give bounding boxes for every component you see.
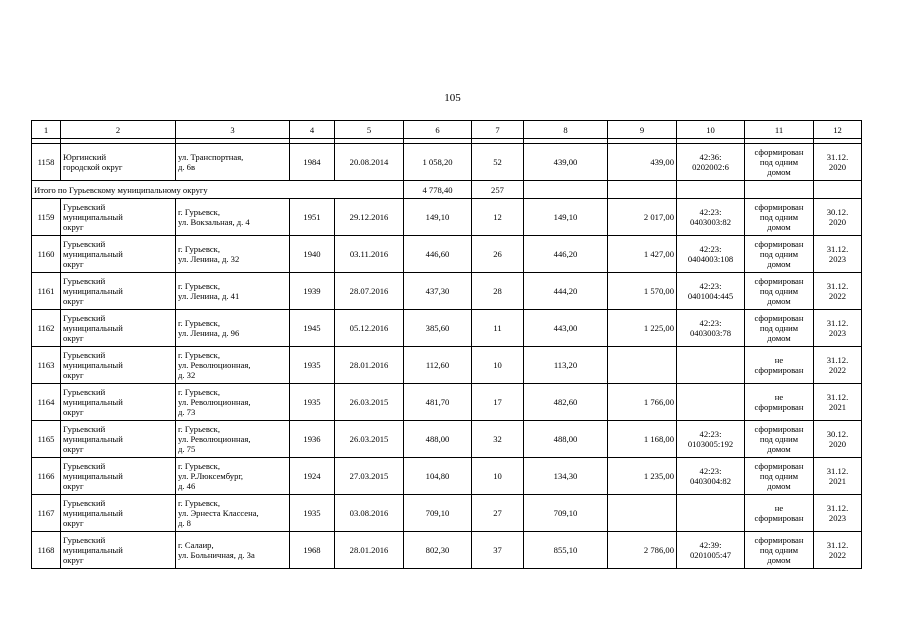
cadastral-cell	[677, 384, 745, 421]
row-number: 1163	[32, 347, 61, 384]
area2-cell: 444,20	[524, 273, 608, 310]
date-cell: 28.07.2016	[335, 273, 404, 310]
table-row	[32, 310, 862, 347]
table-row	[32, 532, 862, 569]
status-cell: не сформирован	[745, 384, 814, 421]
area3-cell	[608, 347, 677, 384]
address-cell: ул. Транспортная, д. 6в	[176, 144, 290, 181]
cadastral-cell	[677, 495, 745, 532]
cadastral-cell: 42:23: 0403003:78	[677, 310, 745, 347]
district-cell: Гурьевский муниципальный округ	[61, 310, 176, 347]
area3-cell	[608, 495, 677, 532]
date-cell: 03.11.2016	[335, 236, 404, 273]
area-cell: 112,60	[404, 347, 472, 384]
area3-cell: 1 225,00	[608, 310, 677, 347]
district-cell: Гурьевский муниципальный округ	[61, 236, 176, 273]
deadline-cell: 31.12. 2023	[814, 495, 862, 532]
area3-cell: 2 017,00	[608, 199, 677, 236]
district-cell: Гурьевский муниципальный округ	[61, 458, 176, 495]
residents-cell: 26	[472, 236, 524, 273]
status-cell: сформирован под одним домом	[745, 273, 814, 310]
residents-cell: 10	[472, 347, 524, 384]
status-cell: сформирован под одним домом	[745, 310, 814, 347]
area3-cell: 439,00	[608, 144, 677, 181]
address-cell: г. Гурьевск, ул. Революционная, д. 75	[176, 421, 290, 458]
area-cell: 709,10	[404, 495, 472, 532]
address-cell: г. Гурьевск, ул. Революционная, д. 32	[176, 347, 290, 384]
page-number: 105	[444, 92, 461, 104]
column-header: 5	[335, 121, 404, 139]
district-cell: Гурьевский муниципальный округ	[61, 384, 176, 421]
row-number: 1167	[32, 495, 61, 532]
area2-cell: 482,60	[524, 384, 608, 421]
date-cell: 03.08.2016	[335, 495, 404, 532]
date-cell: 05.12.2016	[335, 310, 404, 347]
area3-cell: 1 766,00	[608, 384, 677, 421]
date-cell: 27.03.2015	[335, 458, 404, 495]
table-row	[32, 421, 862, 458]
area-cell: 802,30	[404, 532, 472, 569]
date-cell: 29.12.2016	[335, 199, 404, 236]
row-number: 1158	[32, 144, 61, 181]
table-row	[32, 458, 862, 495]
district-cell: Гурьевский муниципальный округ	[61, 273, 176, 310]
area-cell: 481,70	[404, 384, 472, 421]
year-cell: 1940	[290, 236, 335, 273]
table-row	[32, 236, 862, 273]
deadline-cell: 31.12. 2021	[814, 458, 862, 495]
deadline-cell: 31.12. 2022	[814, 273, 862, 310]
address-cell: г. Гурьевск, ул. Революционная, д. 73	[176, 384, 290, 421]
row-number: 1162	[32, 310, 61, 347]
status-cell: сформирован под одним домом	[745, 144, 814, 181]
year-cell: 1924	[290, 458, 335, 495]
year-cell: 1951	[290, 199, 335, 236]
table-row	[32, 144, 862, 181]
year-cell: 1935	[290, 384, 335, 421]
residents-cell: 11	[472, 310, 524, 347]
status-cell: сформирован под одним домом	[745, 532, 814, 569]
area2-cell: 488,00	[524, 421, 608, 458]
deadline-cell: 30.12. 2020	[814, 199, 862, 236]
status-cell: не сформирован	[745, 347, 814, 384]
year-cell: 1939	[290, 273, 335, 310]
deadline-cell: 30.12. 2020	[814, 421, 862, 458]
deadline-cell: 31.12. 2021	[814, 384, 862, 421]
residents-cell: 52	[472, 144, 524, 181]
status-cell: не сформирован	[745, 495, 814, 532]
table-row	[32, 495, 862, 532]
date-cell: 28.01.2016	[335, 347, 404, 384]
area2-cell: 855,10	[524, 532, 608, 569]
table-row	[32, 199, 862, 236]
housing-table	[31, 120, 862, 569]
table-row	[32, 347, 862, 384]
area-cell: 437,30	[404, 273, 472, 310]
district-cell: Гурьевский муниципальный округ	[61, 495, 176, 532]
district-cell: Гурьевский муниципальный округ	[61, 199, 176, 236]
area2-cell: 443,00	[524, 310, 608, 347]
deadline-cell: 31.12. 2023	[814, 236, 862, 273]
area-cell: 446,60	[404, 236, 472, 273]
date-cell: 26.03.2015	[335, 421, 404, 458]
date-cell: 26.03.2015	[335, 384, 404, 421]
status-cell: сформирован под одним домом	[745, 199, 814, 236]
year-cell: 1936	[290, 421, 335, 458]
status-cell: сформирован под одним домом	[745, 421, 814, 458]
row-number: 1160	[32, 236, 61, 273]
row-number: 1159	[32, 199, 61, 236]
cadastral-cell: 42:39: 0201005:47	[677, 532, 745, 569]
column-header: 9	[608, 121, 677, 139]
area3-cell: 1 235,00	[608, 458, 677, 495]
column-header: 2	[61, 121, 176, 139]
address-cell: г. Гурьевск, ул. Вокзальная, д. 4	[176, 199, 290, 236]
area3-cell: 1 427,00	[608, 236, 677, 273]
cadastral-cell	[677, 347, 745, 384]
area-cell: 1 058,20	[404, 144, 472, 181]
cadastral-cell: 42:23: 0404003:108	[677, 236, 745, 273]
area-cell: 385,60	[404, 310, 472, 347]
total-area: 4 778,40	[404, 181, 472, 199]
column-header: 8	[524, 121, 608, 139]
row-number: 1161	[32, 273, 61, 310]
area-cell: 488,00	[404, 421, 472, 458]
cadastral-cell: 42:23: 0103005:192	[677, 421, 745, 458]
column-header: 1	[32, 121, 61, 139]
year-cell: 1935	[290, 495, 335, 532]
total-label: Итого по Гурьевскому муниципальному округу	[32, 181, 404, 199]
residents-cell: 12	[472, 199, 524, 236]
residents-cell: 17	[472, 384, 524, 421]
address-cell: г. Салаир, ул. Больничная, д. 3а	[176, 532, 290, 569]
cadastral-cell: 42:36: 0202002:6	[677, 144, 745, 181]
row-number: 1165	[32, 421, 61, 458]
column-header-row	[32, 121, 862, 139]
address-cell: г. Гурьевск, ул. Ленина, д. 32	[176, 236, 290, 273]
residents-cell: 32	[472, 421, 524, 458]
address-cell: г. Гурьевск, ул. Эрнеста Классена, д. 8	[176, 495, 290, 532]
area2-cell: 134,30	[524, 458, 608, 495]
area2-cell: 113,20	[524, 347, 608, 384]
column-header: 3	[176, 121, 290, 139]
area2-cell: 446,20	[524, 236, 608, 273]
cadastral-cell: 42:23: 0401004:445	[677, 273, 745, 310]
district-cell: Гурьевский муниципальный округ	[61, 532, 176, 569]
residents-cell: 28	[472, 273, 524, 310]
column-header: 11	[745, 121, 814, 139]
table-row	[32, 384, 862, 421]
area2-cell: 439,00	[524, 144, 608, 181]
residents-cell: 27	[472, 495, 524, 532]
year-cell: 1945	[290, 310, 335, 347]
status-cell: сформирован под одним домом	[745, 458, 814, 495]
area2-cell: 709,10	[524, 495, 608, 532]
deadline-cell: 31.12. 2022	[814, 532, 862, 569]
area-cell: 149,10	[404, 199, 472, 236]
table-row	[32, 273, 862, 310]
address-cell: г. Гурьевск, ул. Ленина, д. 96	[176, 310, 290, 347]
area2-cell: 149,10	[524, 199, 608, 236]
cadastral-cell: 42:23: 0403004:82	[677, 458, 745, 495]
district-cell: Юргинский городской округ	[61, 144, 176, 181]
column-header: 10	[677, 121, 745, 139]
date-cell: 20.08.2014	[335, 144, 404, 181]
cadastral-cell: 42:23: 0403003:82	[677, 199, 745, 236]
column-header: 4	[290, 121, 335, 139]
deadline-cell: 31.12. 2020	[814, 144, 862, 181]
address-cell: г. Гурьевск, ул. Ленина, д. 41	[176, 273, 290, 310]
deadline-cell: 31.12. 2023	[814, 310, 862, 347]
row-number: 1166	[32, 458, 61, 495]
district-cell: Гурьевский муниципальный округ	[61, 421, 176, 458]
column-header: 12	[814, 121, 862, 139]
area3-cell: 1 168,00	[608, 421, 677, 458]
total-row	[32, 181, 862, 199]
area3-cell: 1 570,00	[608, 273, 677, 310]
column-header: 7	[472, 121, 524, 139]
residents-cell: 37	[472, 532, 524, 569]
year-cell: 1984	[290, 144, 335, 181]
row-number: 1164	[32, 384, 61, 421]
deadline-cell: 31.12. 2022	[814, 347, 862, 384]
area-cell: 104,80	[404, 458, 472, 495]
year-cell: 1968	[290, 532, 335, 569]
year-cell: 1935	[290, 347, 335, 384]
address-cell: г. Гурьевск, ул. Р.Люксембург, д. 46	[176, 458, 290, 495]
district-cell: Гурьевский муниципальный округ	[61, 347, 176, 384]
row-number: 1168	[32, 532, 61, 569]
status-cell: сформирован под одним домом	[745, 236, 814, 273]
residents-cell: 10	[472, 458, 524, 495]
column-header: 6	[404, 121, 472, 139]
total-residents: 257	[472, 181, 524, 199]
date-cell: 28.01.2016	[335, 532, 404, 569]
area3-cell: 2 786,00	[608, 532, 677, 569]
